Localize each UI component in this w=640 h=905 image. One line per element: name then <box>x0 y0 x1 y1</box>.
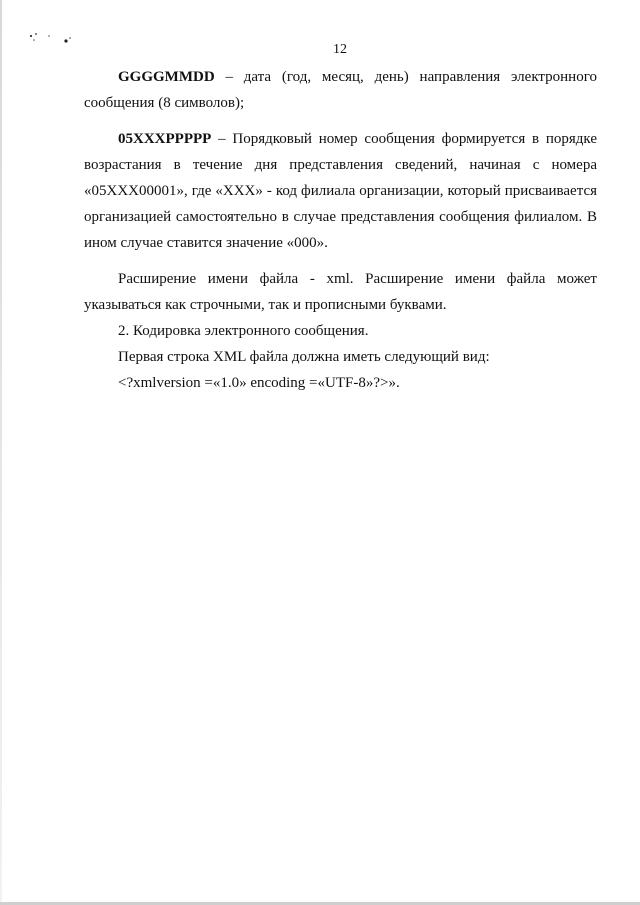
scan-left-edge <box>0 0 2 905</box>
document-body <box>84 64 597 396</box>
page-number: 12 <box>333 42 347 57</box>
message-number-description: – Порядковый номер сообщения формируется в порядке возрастания в течение дня представления сведений, начиная с номера «05XXX00001», где «XXX» - код филиала организации, который присваивается организацией самостоятельно в случае представления сообщения филиалом. В ином случае ставится значение «000». <box>84 131 597 251</box>
term-date-code: GGGGMMDD <box>118 69 215 85</box>
paragraph-file-extension: Расширение имени файла - xml. Расширение имени файла может указываться как строчными, так и прописными буквами. <box>84 271 597 313</box>
date-code-description: – дата (год, месяц, день) направления электронного сообщения (8 символов); <box>84 69 597 111</box>
paragraph-date-format <box>84 64 597 116</box>
xml-declaration-example: <?xmlversion =«1.0» encoding =«UTF-8»?>». <box>118 375 400 391</box>
paragraph-xml-first-line: Первая строка XML файла должна иметь следующий вид: <box>118 349 490 365</box>
paragraph-message-number <box>84 126 597 256</box>
term-message-number: 05XXXPPPPP <box>118 131 212 147</box>
section-heading-encoding: 2. Кодировка электронного сообщения. <box>118 323 369 339</box>
